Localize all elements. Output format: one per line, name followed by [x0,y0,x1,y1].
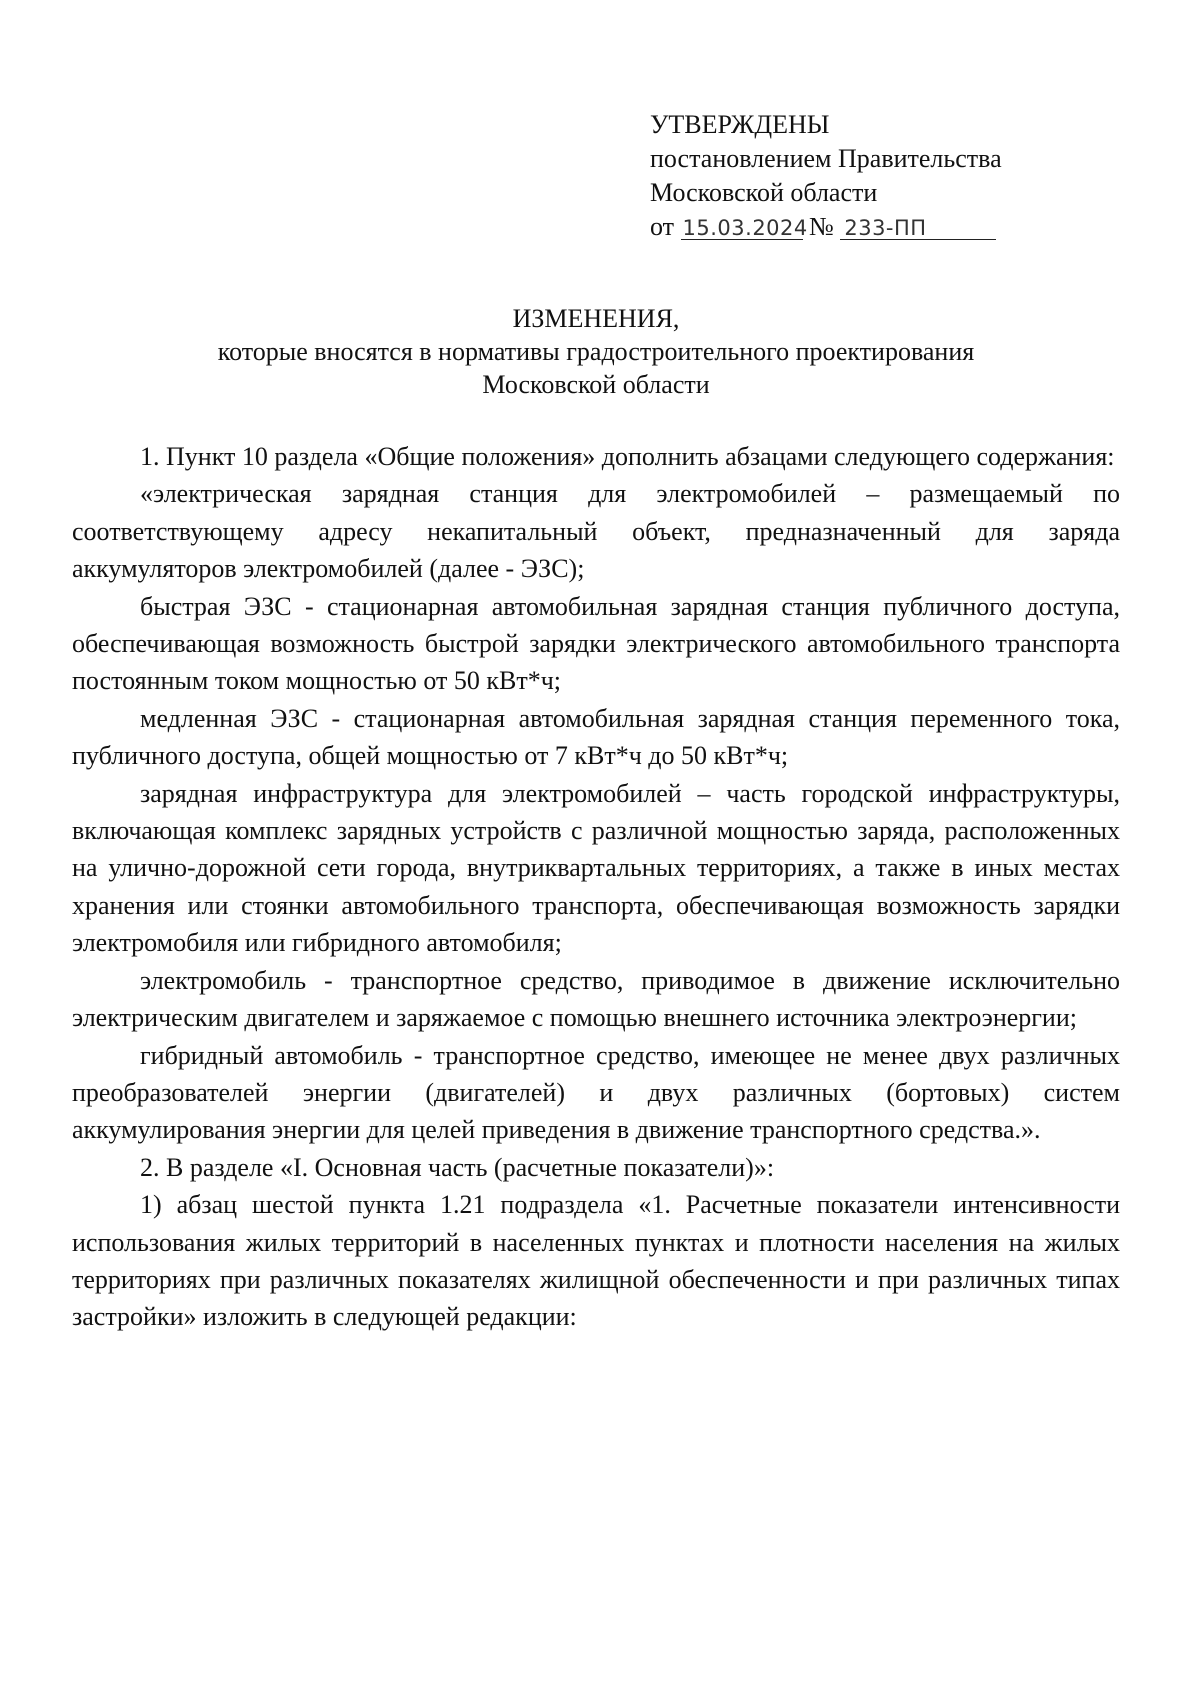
date-prefix: от [650,212,675,241]
approval-line-region: Московской области [650,178,878,207]
paragraph-definition-slow-ezs: медленная ЭЗС - стационарная автомобильная зарядная станция переменного тока, публичного доступа, общей мощностью от 7 кВт*ч до 50 кВт*ч; [72,703,1120,771]
paragraph-item-1: 1. Пункт 10 раздела «Общие положения» дополнить абзацами следующего содержания: [140,442,1115,471]
paragraph-definition-ezs: «электрическая зарядная станция для электромобилей – размещаемый по соответствующему адресу некапитальный объект, предназначенный для заряда аккумуляторов электромобилей (далее - ЭЗС); [72,479,1120,584]
paragraph-item-2-subitem-1: 1) абзац шестой пункта 1.21 подраздела «1. Расчетные показатели интенсивности использования жилых территорий в населенных пунктах и плотности населения на жилых территориях при различных показателях жилищной обеспеченности и при различных типах застройки» изложить в следующей редакции: [72,1190,1120,1332]
paragraph-definition-fast-ezs: быстрая ЭЗС - стационарная автомобильная зарядная станция публичного доступа, обеспечивающая возможность быстрой зарядки электрического автомобильного транспорта постоянным током мощностью от 50 кВт*ч; [72,591,1120,696]
approval-stamp-block [650,108,1002,244]
paragraph-definition-charging-infrastructure: зарядная инфраструктура для электромобилей – часть городской инфраструктуры, включающая комплекс зарядных устройств с различной мощностью заряда, расположенных на улично-дорожной сети города, внутриквартальных территориях, а также в иных местах хранения или стоянки автомобильного транспорта, обеспечивающая возможность зарядки электромобиля или гибридного автомобиля; [72,778,1120,958]
document-heading: ИЗМЕНЕНИЯ, [512,304,680,333]
approval-status: УТВЕРЖДЕНЫ [650,110,830,139]
document-subtitle-line-2: Московской области [482,370,710,399]
approval-date-number-line [650,210,1002,244]
document-subtitle-line-1: которые вносятся в нормативы градостроительного проектирования [217,337,975,366]
approval-number: 233-ПП [840,217,996,240]
paragraph-item-2: 2. В разделе «I. Основная часть (расчетные показатели)»: [140,1152,775,1182]
approval-line-resolution: постановлением Правительства [650,144,1002,173]
approval-date: 15.03.2024 [682,216,808,240]
document-body [72,438,1120,1336]
paragraph-definition-hybrid-vehicle: гибридный автомобиль - транспортное средство, имеющее не менее двух различных преобразователей энергии (двигателей) и двух различных (бортовых) систем аккумулирования энергии для целей приведения в движение транспортного средства.». [72,1040,1120,1145]
number-sign: № [809,212,834,241]
paragraph-definition-electric-vehicle: электромобиль - транспортное средство, приводимое в движение исключительно электрическим двигателем и заряжаемое с помощью внешнего источника электроэнергии; [72,965,1120,1033]
document-title-block [72,302,1120,401]
